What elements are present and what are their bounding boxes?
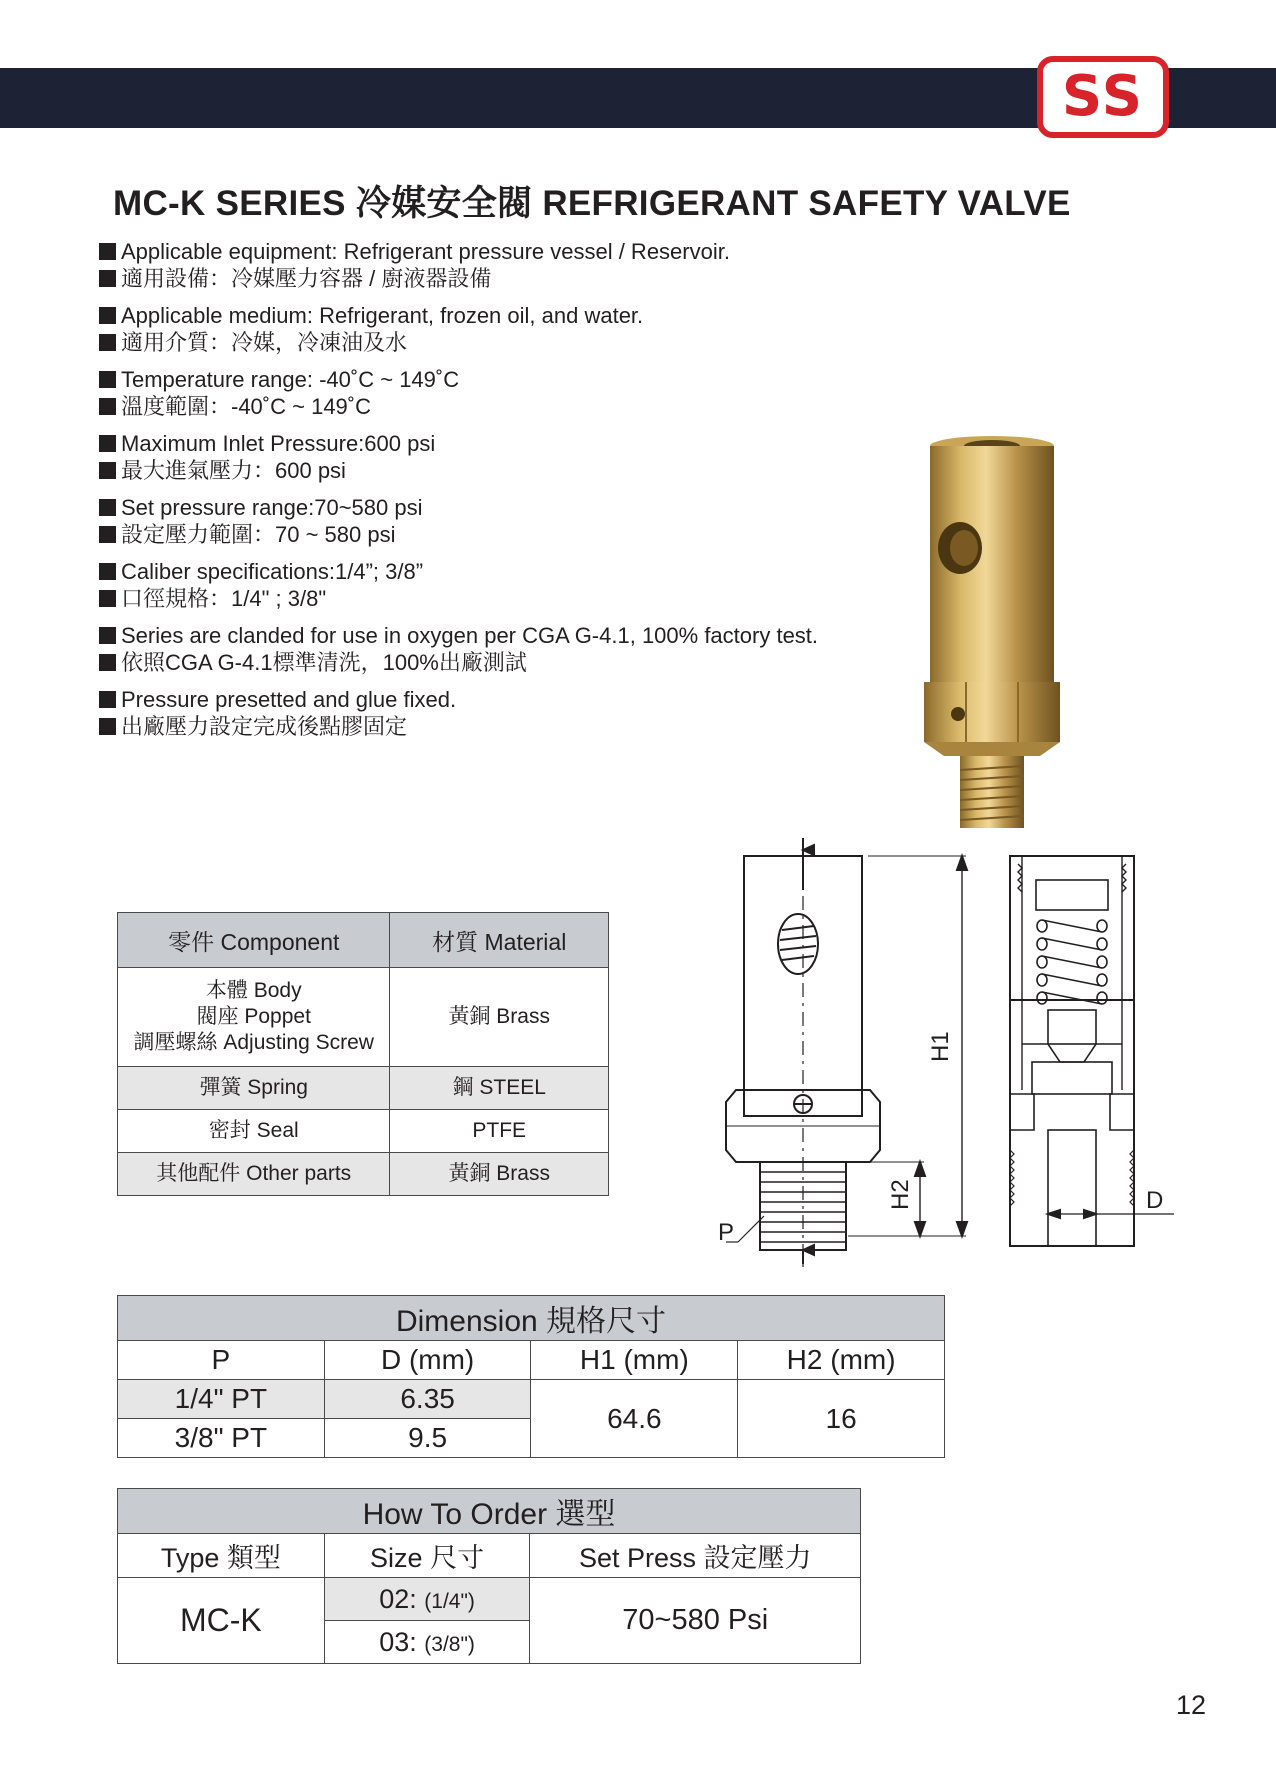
component-name: 密封 Seal	[118, 1110, 390, 1153]
spec-item	[99, 238, 879, 292]
spec-en: Series are clanded for use in oxygen per CGA G-4.1, 100% factory test.	[121, 623, 819, 648]
size-value: (1/4")	[424, 1589, 475, 1613]
spec-en: Applicable equipment: Refrigerant pressure vessel / Reservoir.	[121, 239, 730, 264]
brand-logo	[1037, 56, 1169, 138]
bullet-square-icon	[99, 627, 116, 644]
bullet-square-icon	[99, 563, 116, 580]
type-value: MC-K	[118, 1578, 325, 1664]
spec-zh: 適用介質：冷媒，冷凍油及水	[121, 330, 408, 355]
technical-drawing	[718, 830, 1188, 1270]
press-value: 70~580 Psi	[530, 1578, 861, 1664]
page-title: MC-K SERIES 冷媒安全閥 REFRIGERANT SAFETY VALVE	[113, 184, 1071, 223]
spec-en: Set pressure range:70~580 psi	[121, 495, 423, 520]
spec-item	[99, 494, 879, 548]
spec-en: Applicable medium: Refrigerant, frozen oil, and water.	[121, 303, 644, 328]
col-header-p: P	[118, 1341, 325, 1380]
spec-zh: 最大進氣壓力：600 psi	[121, 458, 346, 483]
spec-en: Temperature range: -40˚C ~ 149˚C	[121, 367, 460, 392]
component-table	[117, 912, 609, 1196]
col-header-d: D (mm)	[324, 1341, 531, 1380]
bullet-square-icon	[99, 371, 116, 388]
table-row	[118, 1110, 609, 1153]
bullet-square-icon	[99, 435, 116, 452]
material-header: 材質 Material	[390, 913, 609, 968]
h1-label: H1	[927, 1031, 954, 1062]
col-header-h2: H2 (mm)	[738, 1341, 945, 1380]
bullet-square-icon	[99, 307, 116, 324]
bullet-square-icon	[99, 590, 116, 607]
table-row	[118, 1380, 945, 1419]
order-title: How To Order 選型	[118, 1489, 861, 1534]
spec-en: Maximum Inlet Pressure:600 psi	[121, 431, 436, 456]
d-value: 6.35	[324, 1380, 531, 1419]
component-name: 閥座 Poppet	[196, 1005, 311, 1028]
h1-value: 64.6	[531, 1380, 738, 1458]
component-name: 彈簧 Spring	[118, 1067, 390, 1110]
table-row	[118, 1067, 609, 1110]
spec-zh: 依照CGA G-4.1標準清洗，100%出廠測試	[121, 650, 527, 675]
size-header: Size 尺寸	[324, 1534, 530, 1578]
spec-zh: 溫度範圍：-40˚C ~ 149˚C	[121, 394, 372, 419]
bullet-square-icon	[99, 526, 116, 543]
table-row	[118, 968, 609, 1067]
size-code: 03:	[379, 1626, 417, 1657]
spec-zh: 適用設備：冷媒壓力容器 / 廚液器設備	[121, 266, 492, 291]
bullet-square-icon	[99, 654, 116, 671]
bullet-square-icon	[99, 462, 116, 479]
h2-value: 16	[738, 1380, 945, 1458]
bullet-square-icon	[99, 691, 116, 708]
component-name: 本體 Body	[205, 979, 302, 1002]
bullet-square-icon	[99, 499, 116, 516]
bullet-square-icon	[99, 398, 116, 415]
material-value: 鋼 STEEL	[390, 1067, 609, 1110]
bullet-square-icon	[99, 718, 116, 735]
dimension-table	[117, 1295, 945, 1458]
component-name: 其他配件 Other parts	[118, 1153, 390, 1196]
bullet-square-icon	[99, 270, 116, 287]
material-value: 黃銅 Brass	[390, 968, 609, 1067]
spec-en: Pressure presetted and glue fixed.	[121, 687, 457, 712]
h2-label: H2	[887, 1179, 914, 1210]
component-header: 零件 Component	[118, 913, 390, 968]
spec-list	[99, 238, 879, 750]
spec-zh: 口徑規格：1/4" ; 3/8"	[121, 586, 327, 611]
p-label: P	[718, 1219, 735, 1246]
table-row	[118, 1578, 861, 1621]
table-row	[118, 1153, 609, 1196]
order-table	[117, 1488, 861, 1664]
spec-zh: 設定壓力範圍：70 ~ 580 psi	[121, 522, 396, 547]
logo-text: SS	[1061, 64, 1145, 129]
bullet-square-icon	[99, 334, 116, 351]
size-code: 02:	[379, 1583, 417, 1614]
dimension-title: Dimension 規格尺寸	[118, 1296, 945, 1341]
col-header-h1: H1 (mm)	[531, 1341, 738, 1380]
material-value: PTFE	[390, 1110, 609, 1153]
press-header: Set Press 設定壓力	[530, 1534, 861, 1578]
type-header: Type 類型	[118, 1534, 325, 1578]
component-name: 調壓螺絲 Adjusting Screw	[133, 1031, 374, 1054]
spec-item	[99, 302, 879, 356]
p-value: 3/8" PT	[118, 1419, 325, 1458]
spec-item	[99, 430, 879, 484]
size-option	[324, 1578, 530, 1621]
spec-item	[99, 366, 879, 420]
spec-item	[99, 622, 879, 676]
size-option	[324, 1621, 530, 1664]
page-number: 12	[1176, 1690, 1207, 1720]
size-value: (3/8")	[424, 1632, 475, 1656]
valve-photo	[918, 436, 1066, 828]
spec-item	[99, 686, 879, 740]
bullet-square-icon	[99, 243, 116, 260]
spec-item	[99, 558, 879, 612]
d-label: D	[1146, 1187, 1164, 1214]
spec-zh: 出廠壓力設定完成後點膠固定	[121, 714, 408, 739]
spec-en: Caliber specifications:1/4”; 3/8”	[121, 559, 424, 584]
d-value: 9.5	[324, 1419, 531, 1458]
material-value: 黃銅 Brass	[390, 1153, 609, 1196]
p-value: 1/4" PT	[118, 1380, 325, 1419]
